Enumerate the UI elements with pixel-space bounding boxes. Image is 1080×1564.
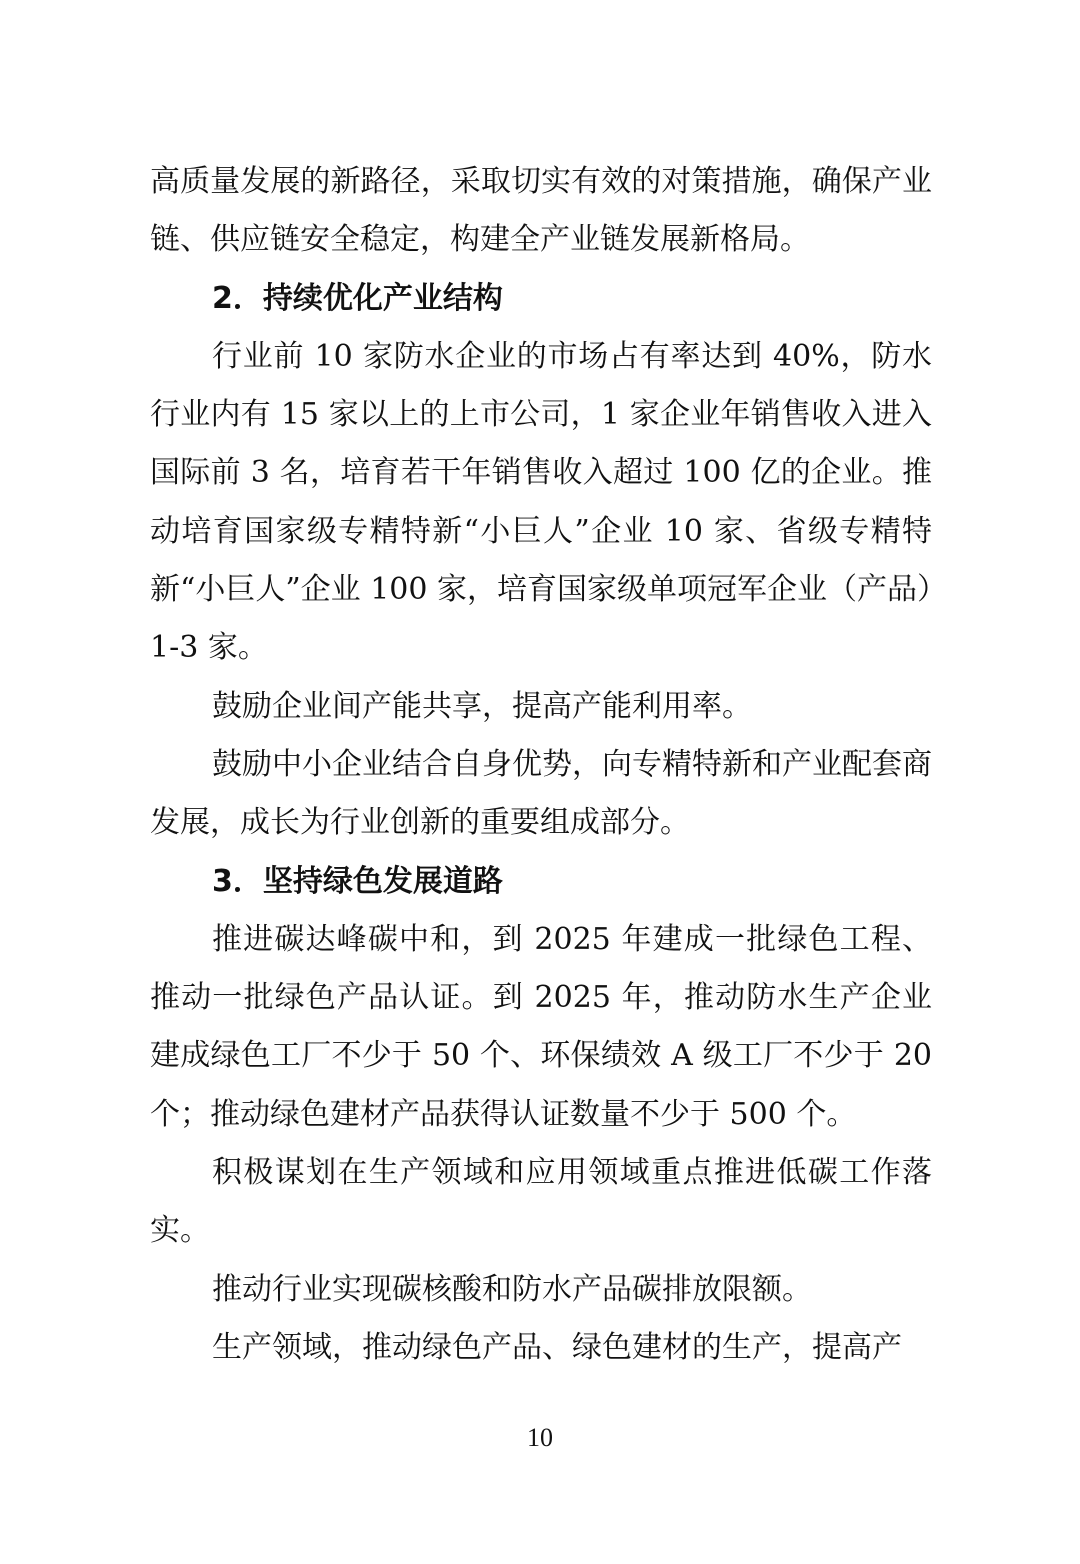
paragraph-industry-targets: 行业前 10 家防水企业的市场占有率达到 40%，防水行业内有 15 家以上的上市公司，1 家企业年销售收入进入国际前 3 名，培育若干年销售收入超过 100 亿的企业。推动培育国家级专精特新“小巨人”企业 10 家、省级专精特新“小巨人”企业 100 家，培育国家级单项冠军企业（产品）1-3 家。 — [150, 338, 933, 666]
paragraph-carbon-accounting: 推动行业实现碳核酸和防水产品碳排放限额。 — [212, 1271, 812, 1307]
paragraph-sme-development: 鼓励中小企业结合自身优势，向专精特新和产业配套商发展，成长为行业创新的重要组成部分。 — [150, 746, 932, 841]
paragraph-carbon-targets: 推进碳达峰碳中和，到 2025 年建成一批绿色工程、推动一批绿色产品认证。到 2025 年，推动防水生产企业建成绿色工厂不少于 50 个、环保绩效 A 级工厂不少于 20 个；推动绿色建材产品获得认证数量不少于 500 个。 — [150, 921, 932, 1132]
paragraph-capacity-sharing: 鼓励企业间产能共享，提高产能利用率。 — [212, 688, 752, 724]
section-heading-3: 3．坚持绿色发展道路 — [212, 863, 503, 899]
paragraph-low-carbon-planning: 积极谋划在生产领域和应用领域重点推进低碳工作落实。 — [150, 1155, 932, 1249]
paragraph-continuation: 高质量发展的新路径，采取切实有效的对策措施，确保产业链、供应链安全稳定，构建全产业链发展新格局。 — [150, 164, 932, 258]
page-number: 10 — [527, 1423, 553, 1452]
document-body — [150, 153, 932, 1377]
section-heading-2: 2．持续优化产业结构 — [212, 280, 503, 316]
paragraph-production-field: 生产领域，推动绿色产品、绿色建材的生产，提高产 — [212, 1329, 902, 1365]
